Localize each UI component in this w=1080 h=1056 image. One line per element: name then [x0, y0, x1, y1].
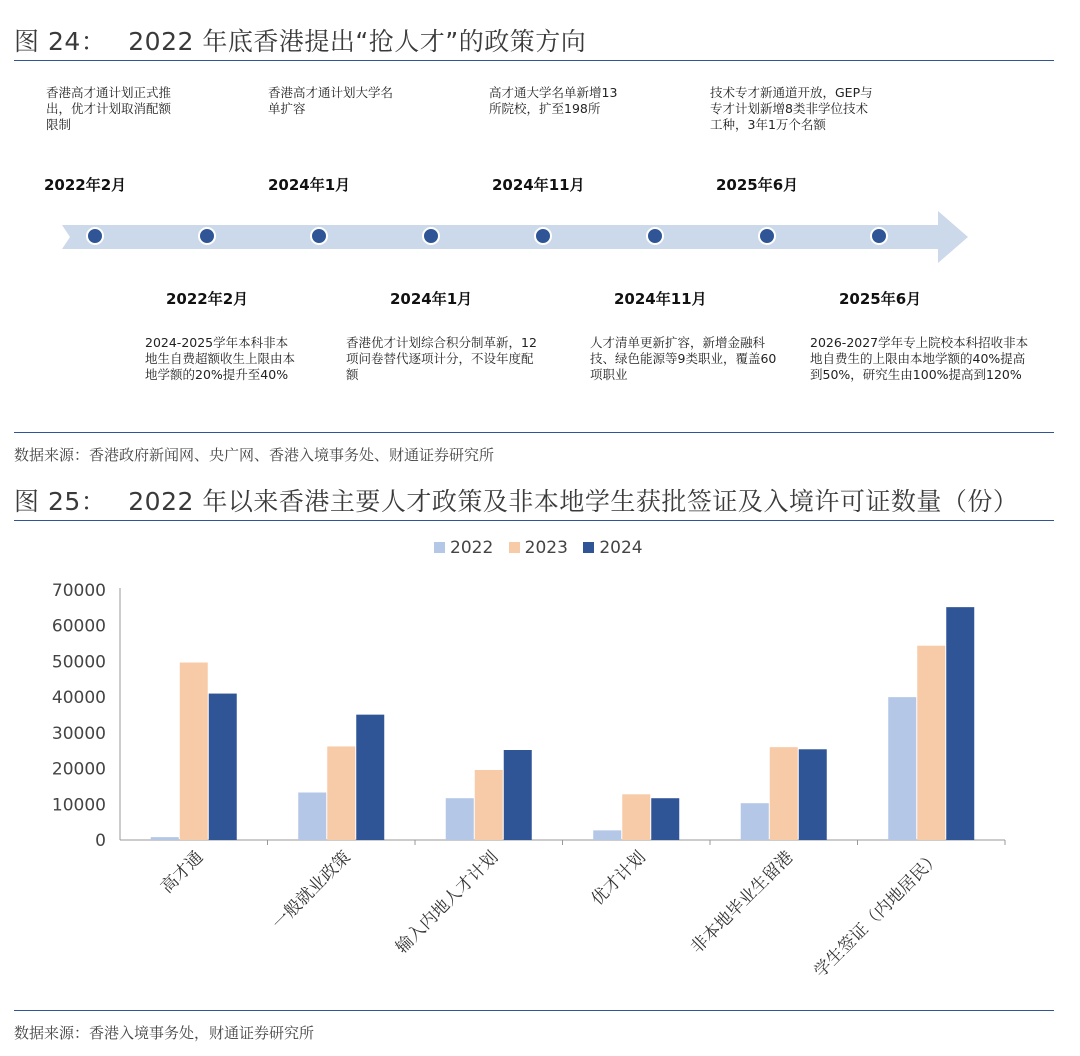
figure-24-title-text: 2022 年底香港提出“抢人才”的政策方向	[128, 27, 587, 56]
figure-24-label: 图 24：	[14, 27, 107, 56]
figure-25-source: 数据来源：香港入境事务处，财通证券研究所	[14, 1024, 315, 1042]
bar-2023	[475, 770, 503, 840]
bar-chart	[0, 528, 1080, 1008]
timeline-dot	[310, 227, 328, 245]
bar-2022	[298, 793, 326, 841]
bar-2022	[888, 697, 916, 840]
bar-2023	[327, 746, 355, 840]
legend-label: 2022	[450, 538, 494, 558]
x-tick-label: 优才计划	[587, 847, 650, 910]
timeline-dot	[422, 227, 440, 245]
y-tick-label: 30000	[51, 723, 106, 744]
timeline-dot	[534, 227, 552, 245]
figure-25-title-text: 2022 年以来香港主要人才政策及非本地学生获批签证及入境许可证数量（份）	[128, 487, 1019, 516]
y-tick-label: 50000	[51, 652, 106, 673]
bar-2024	[946, 607, 974, 840]
bar-2023	[917, 646, 945, 840]
bar-2024	[209, 694, 237, 840]
bar-2023	[180, 663, 208, 841]
bottom-event-2-date: 2024年1月	[390, 290, 473, 308]
top-event-3-date: 2024年11月	[492, 176, 585, 194]
bottom-event-4-date: 2025年6月	[839, 290, 922, 308]
figure-24-bottom-rule	[14, 432, 1054, 433]
x-tick-label: 高才通	[157, 847, 208, 898]
figure-24-title	[14, 22, 586, 58]
figure-24-top-rule	[14, 60, 1054, 61]
bar-2024	[651, 798, 679, 840]
x-tick-label: 非本地毕业生留港	[686, 847, 798, 958]
timeline-dot	[86, 227, 104, 245]
bottom-event-2-text: 香港优才计划综合积分制革新，12项问卷替代逐项计分，不设年度配额	[346, 335, 537, 382]
top-event-3-text: 高才通大学名单新增13所院校，扩至198所	[489, 85, 618, 116]
top-event-2-text: 香港高才通计划大学名单扩容	[268, 85, 394, 116]
bar-2024	[504, 750, 532, 840]
bar-2024	[356, 715, 384, 840]
timeline-dot	[870, 227, 888, 245]
legend-label: 2024	[599, 538, 643, 558]
y-tick-label: 70000	[51, 581, 106, 601]
figure-25-title	[14, 482, 1018, 518]
bar-2023	[770, 747, 798, 840]
figure-24-source: 数据来源：香港政府新闻网、央广网、香港入境事务处、财通证券研究所	[14, 446, 495, 464]
y-tick-label: 60000	[51, 616, 106, 637]
y-tick-label: 40000	[51, 688, 106, 709]
bar-2023	[622, 794, 650, 840]
figure-25-label: 图 25：	[14, 487, 107, 516]
x-tick-label: 输入内地人才计划	[391, 847, 503, 958]
figure-25-top-rule	[14, 520, 1054, 521]
timeline-dot	[646, 227, 664, 245]
top-event-1-date: 2022年2月	[44, 176, 127, 194]
top-event-4-date: 2025年6月	[716, 176, 799, 194]
figure-25-bottom-rule	[14, 1010, 1054, 1011]
bottom-event-3-text: 人才清单更新扩容，新增金融科技、绿色能源等9类职业，覆盖60项职业	[590, 335, 777, 382]
x-tick-label: 学生签证（内地居民）	[810, 847, 945, 982]
x-tick-label: 一般就业政策	[268, 847, 355, 934]
timeline-dot	[198, 227, 216, 245]
bottom-event-4-text: 2026-2027学年专上院校本科招收非本地自费生的上限由本地学额的40%提高到50%，研究生由100%提高到120%	[810, 335, 1029, 382]
top-event-2-date: 2024年1月	[268, 176, 351, 194]
y-tick-label: 10000	[51, 795, 106, 816]
top-event-4-text: 技术专才新通道开放，GEP与专才计划新增8类非学位技术工种，3年1万个名额	[710, 85, 873, 132]
bar-2022	[446, 798, 474, 840]
bar-2022	[151, 837, 179, 840]
bottom-event-3-date: 2024年11月	[614, 290, 707, 308]
timeline-dot	[758, 227, 776, 245]
top-event-1-text: 香港高才通计划正式推出，优才计划取消配额限制	[46, 85, 172, 132]
y-tick-label: 0	[95, 831, 106, 851]
bottom-event-1-date: 2022年2月	[166, 290, 249, 308]
bar-2022	[741, 803, 769, 840]
bottom-event-1-text: 2024-2025学年本科非本地生自费超额收生上限由本地学额的20%提升至40%	[145, 335, 296, 382]
bar-2024	[799, 749, 827, 840]
y-tick-label: 20000	[51, 759, 106, 780]
legend-label: 2023	[524, 538, 568, 558]
bar-2022	[593, 830, 621, 840]
